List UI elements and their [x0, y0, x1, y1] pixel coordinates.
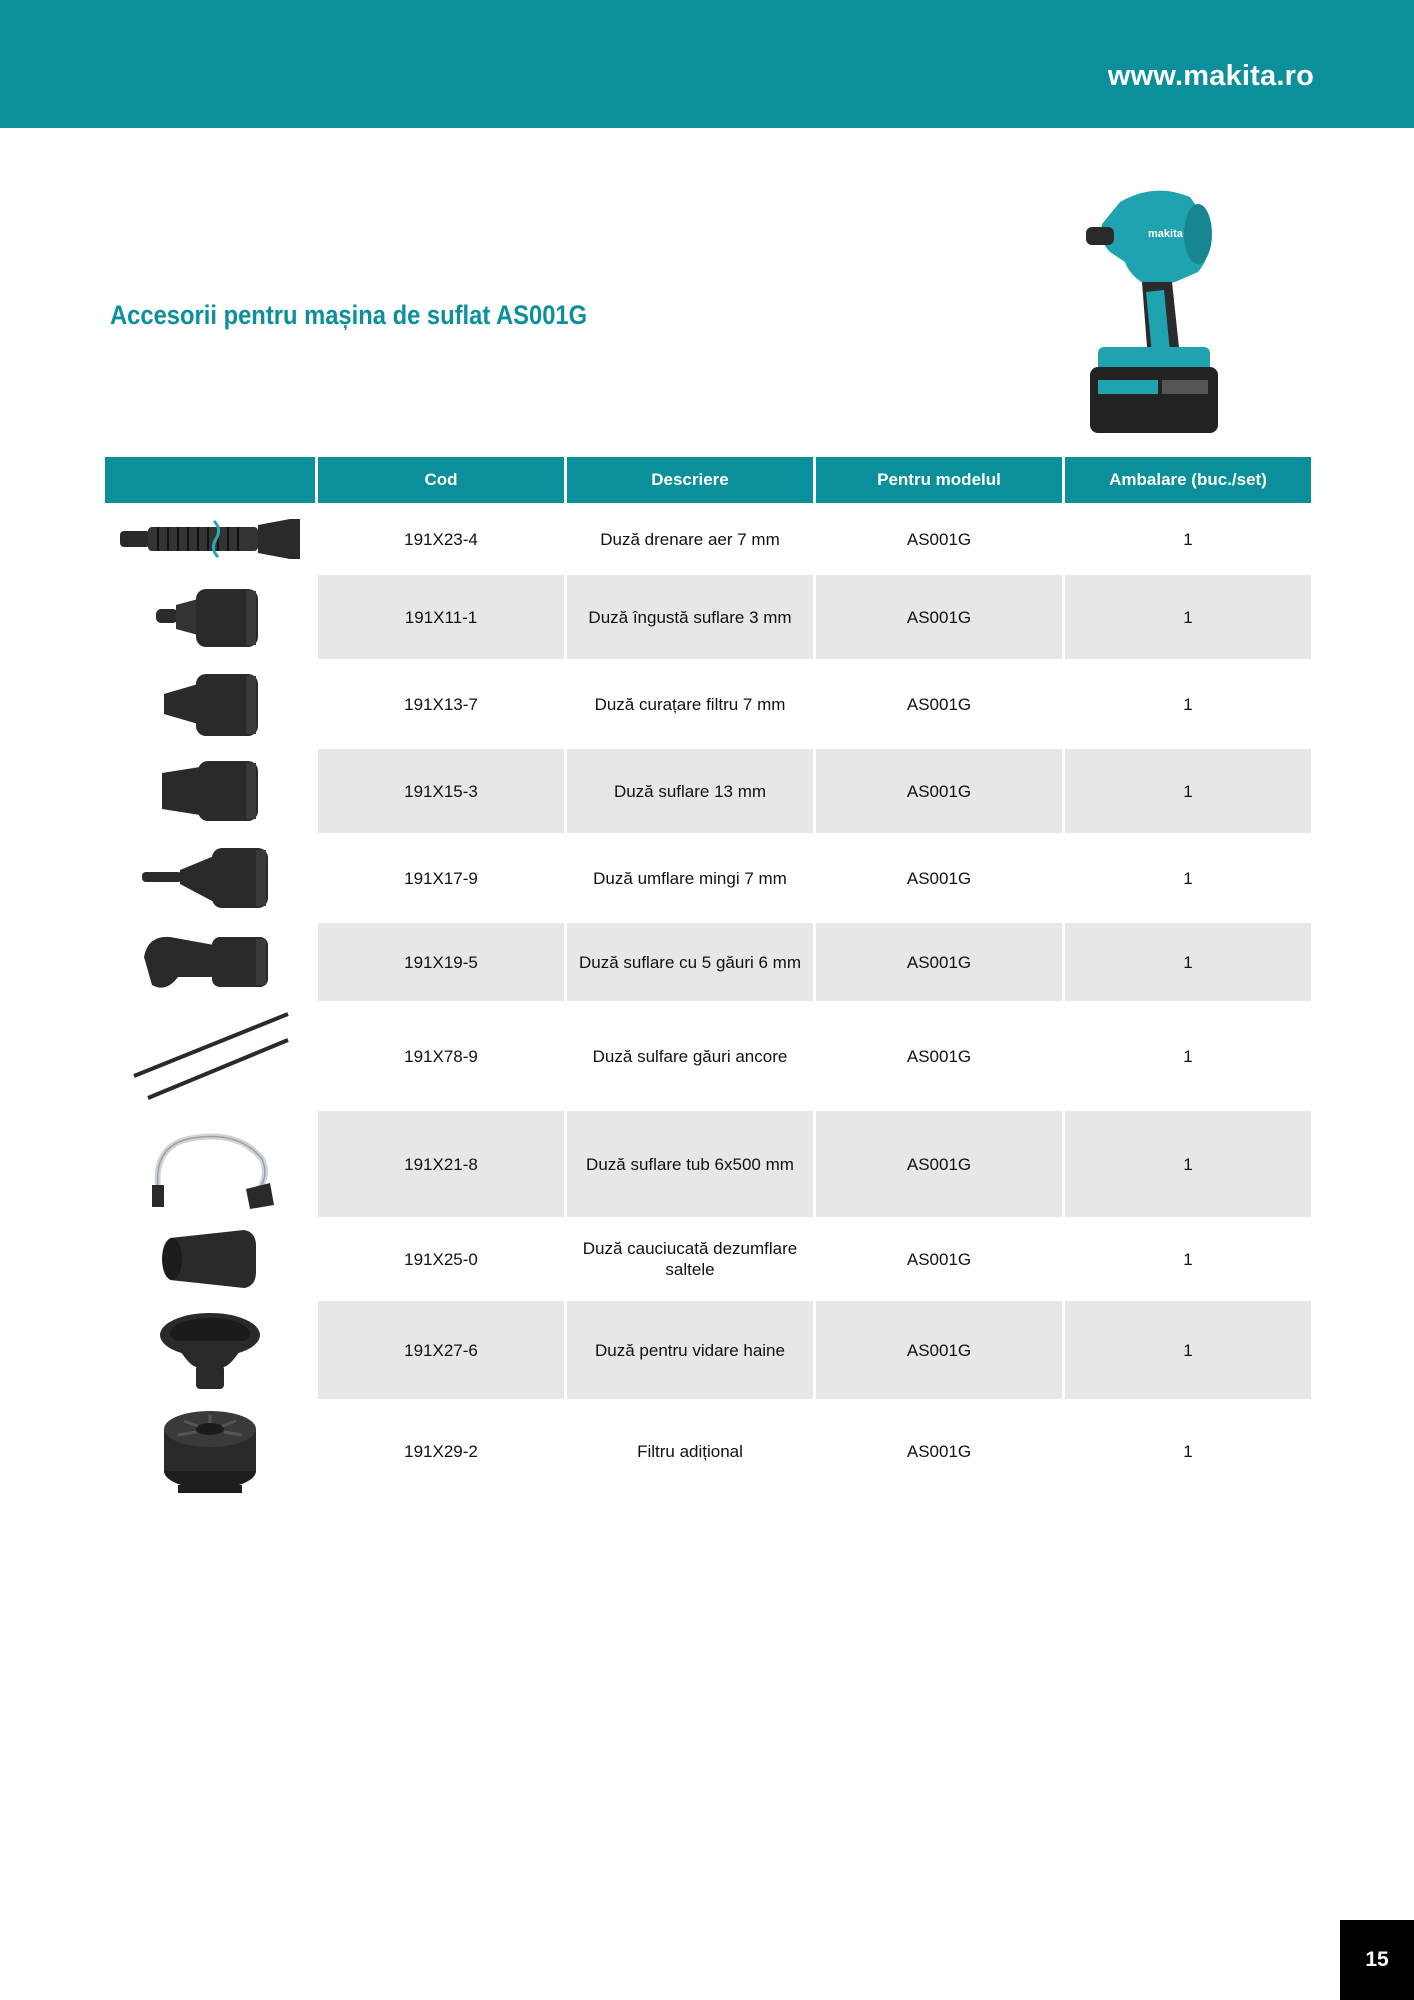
cell-cod: 191X23-4: [404, 529, 478, 549]
column-header-ambalare: Ambalare (buc./set): [1065, 457, 1311, 503]
cell-ambalare: 1: [1183, 1441, 1193, 1461]
cell-cod: 191X19-5: [318, 923, 564, 1001]
filter-clean-nozzle-icon: [118, 666, 302, 742]
cell-cod: 191X13-7: [404, 694, 478, 714]
cell-descriere: Duză cauciucată dezumflare saltele: [582, 1239, 798, 1279]
row-image: [105, 1399, 315, 1503]
row-image: [105, 923, 315, 1001]
filter-icon: [118, 1405, 302, 1497]
cell-descriere: Duză curațare filtru 7 mm: [594, 694, 786, 714]
row-image: [105, 503, 315, 575]
cell-cod: 191X29-2: [404, 1441, 478, 1461]
tube-nozzle-icon: [118, 1117, 302, 1211]
table-row: [105, 833, 1311, 923]
image-column-header: [105, 457, 315, 503]
cell-ambalare: 1: [1065, 1301, 1311, 1399]
cell-descriere: Duză suflare 13 mm: [567, 749, 813, 833]
cell-model: AS001G: [816, 749, 1062, 833]
cell-model: AS001G: [816, 1301, 1062, 1399]
cell-descriere: Duză suflare cu 5 găuri 6 mm: [567, 923, 813, 1001]
table-row: [105, 1001, 1311, 1111]
cell-descriere: Duză sulfare găuri ancore: [592, 1046, 788, 1066]
cell-cod: 191X21-8: [318, 1111, 564, 1217]
cell-descriere: Duză drenare aer 7 mm: [600, 529, 780, 549]
narrow-nozzle-icon: [118, 579, 302, 655]
blower-product-image: [1080, 182, 1230, 438]
cell-descriere: Duză îngustă suflare 3 mm: [567, 575, 813, 659]
rubber-nozzle-icon: [118, 1224, 302, 1294]
row-image: [105, 659, 315, 749]
cell-model: AS001G: [906, 1046, 972, 1066]
row-image: [105, 1111, 315, 1217]
cell-ambalare: 1: [1183, 1046, 1193, 1066]
cell-cod: 191X17-9: [404, 868, 478, 888]
cell-ambalare: 1: [1065, 923, 1311, 1001]
table-row: [105, 503, 1311, 575]
cell-ambalare: 1: [1183, 868, 1193, 888]
ball-inflate-nozzle-icon: [118, 842, 302, 914]
cell-ambalare: 1: [1183, 694, 1193, 714]
row-image: [105, 1301, 315, 1399]
column-header-model: Pentru modelul: [816, 457, 1062, 503]
cell-ambalare: 1: [1183, 1249, 1193, 1269]
table-row: [105, 575, 1311, 659]
table-row: [105, 923, 1311, 1001]
cell-cod: 191X11-1: [318, 575, 564, 659]
row-image: [105, 749, 315, 833]
cell-model: AS001G: [906, 868, 972, 888]
cell-model: AS001G: [816, 923, 1062, 1001]
table-header-row: [105, 457, 1311, 503]
table-row: [105, 749, 1311, 833]
cell-model: AS001G: [906, 694, 972, 714]
table-row: [105, 1399, 1311, 1503]
table-row: [105, 1217, 1311, 1301]
cell-ambalare: 1: [1065, 749, 1311, 833]
blow-nozzle-icon: [118, 755, 302, 827]
accessories-table: [102, 457, 1314, 1503]
anchor-hole-nozzle-icon: [118, 1006, 302, 1106]
cell-model: AS001G: [816, 1111, 1062, 1217]
cell-ambalare: 1: [1065, 575, 1311, 659]
cell-ambalare: 1: [1183, 529, 1193, 549]
cell-descriere: Duză suflare tub 6x500 mm: [567, 1111, 813, 1217]
drain-nozzle-icon: [118, 511, 302, 567]
five-hole-nozzle-icon: [118, 927, 302, 997]
cell-descriere: Duză umflare mingi 7 mm: [593, 868, 787, 888]
vacuum-clothes-nozzle-icon: [118, 1305, 302, 1395]
column-header-cod: Cod: [318, 457, 564, 503]
cell-cod: 191X78-9: [404, 1046, 478, 1066]
cell-model: AS001G: [906, 1441, 972, 1461]
table-row: [105, 659, 1311, 749]
table-row: [105, 1111, 1311, 1217]
cell-model: AS001G: [906, 529, 972, 549]
cell-descriere: Duză pentru vidare haine: [567, 1301, 813, 1399]
cell-cod: 191X25-0: [404, 1249, 478, 1269]
site-url[interactable]: www.makita.ro: [1107, 60, 1314, 92]
row-image: [105, 575, 315, 659]
row-image: [105, 1001, 315, 1111]
header-bar: [0, 0, 1414, 128]
cell-descriere: Filtru adițional: [637, 1441, 743, 1461]
table-row: [105, 1301, 1311, 1399]
column-header-descriere: Descriere: [567, 457, 813, 503]
cell-model: AS001G: [906, 1249, 972, 1269]
cell-ambalare: 1: [1065, 1111, 1311, 1217]
page-title: Accesorii pentru mașina de suflat AS001G: [110, 300, 588, 330]
svg-text:makita: makita: [1148, 228, 1183, 240]
row-image: [105, 833, 315, 923]
cell-cod: 191X27-6: [318, 1301, 564, 1399]
row-image: [105, 1217, 315, 1301]
cell-cod: 191X15-3: [318, 749, 564, 833]
cell-model: AS001G: [816, 575, 1062, 659]
page-number: 15: [1340, 1920, 1414, 2000]
